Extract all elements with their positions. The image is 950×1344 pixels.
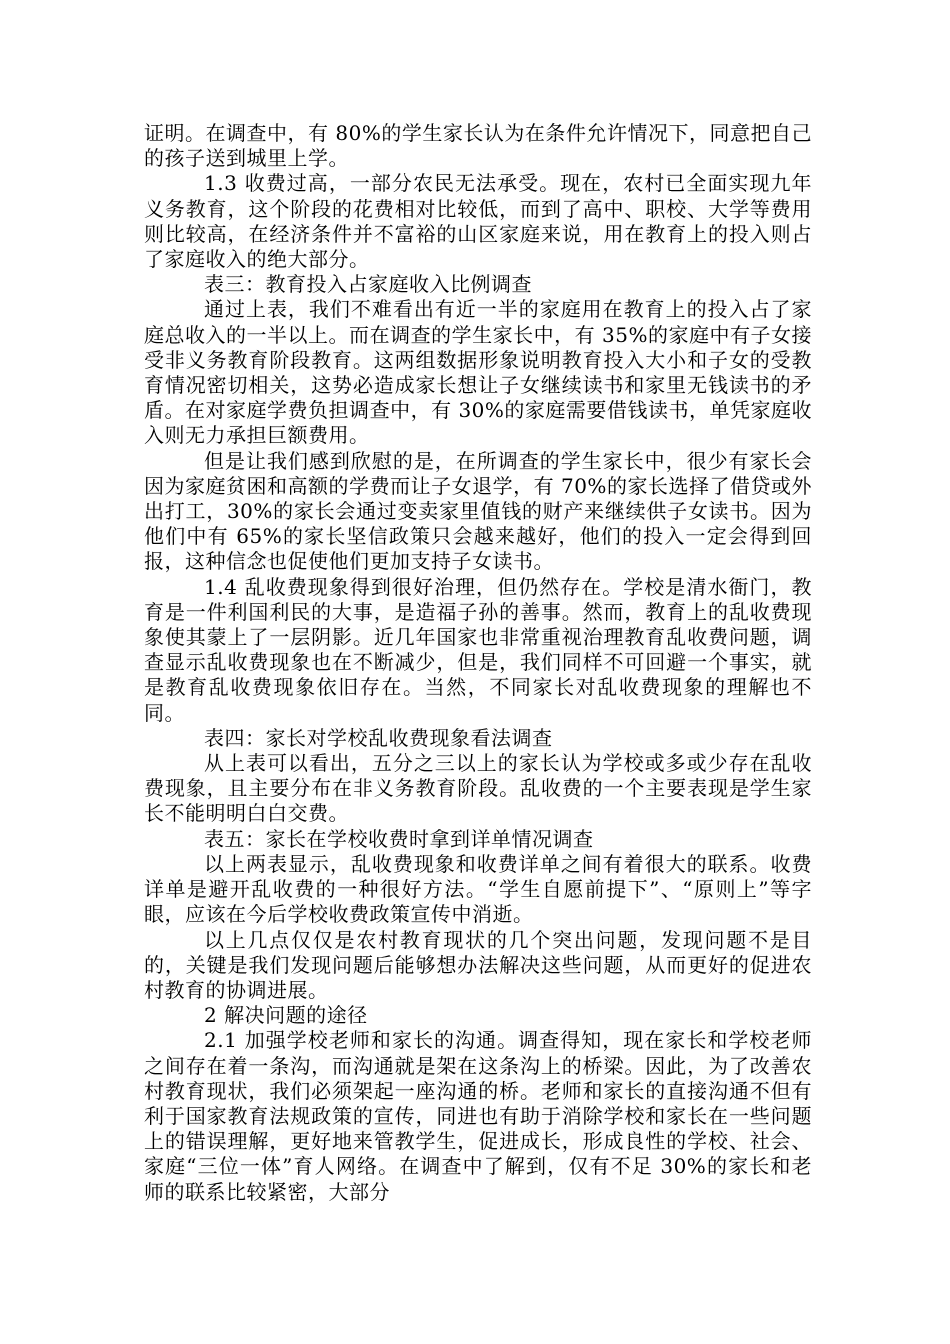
paragraph-section-1-3: 1.3 收费过高，一部分农民无法承受。现在，农村已全面实现九年义务教育，这个阶段的花费相对比较低，而到了高中、职校、大学等费用则比较高，在经济条件并不富裕的山区家庭来说，用在教育上的投入则占了家庭收入的绝大部分。	[144, 171, 812, 272]
document-body	[144, 121, 812, 1205]
paragraph-table-3-analysis: 通过上表，我们不难看出有近一半的家庭用在教育上的投入占了家庭总收入的一半以上。而在调查的学生家长中，有 35%的家庭中有子女接受非义务教育阶段教育。这两组数据形象说明教育投入大小和子女的受教育情况密切相关，这势必造成家长想让子女继续读书和家里无钱读书的矛盾。在对家庭学费负担调查中，有 30%的家庭需要借钱读书，单凭家庭收入则无力承担巨额费用。	[144, 297, 812, 448]
table-caption-5: 表五：家长在学校收费时拿到详单情况调查	[204, 826, 594, 851]
paragraph-encouraging-findings: 但是让我们感到欣慰的是，在所调查的学生家长中，很少有家长会因为家庭贫困和高额的学费而让子女退学，有 70%的家长选择了借贷或外出打工，30%的家长会通过变卖家里值钱的财产来继续供子女读书。因为他们中有 65%的家长坚信政策只会越来越好，他们的投入一定会得到回报，这种信念也促使他们更加支持子女读书。	[144, 448, 812, 574]
section-heading-2: 2 解决问题的途径	[204, 1003, 368, 1028]
paragraph-conclusion: 以上几点仅仅是农村教育现状的几个突出问题，发现问题不是目的，关键是我们发现问题后能够想办法解决这些问题，从而更好的促进农村教育的协调进展。	[144, 927, 812, 1002]
paragraph-tables-summary: 以上两表显示，乱收费现象和收费详单之间有着很大的联系。收费详单是避开乱收费的一种很好方法。“学生自愿前提下”、“原则上”等字眼，应该在今后学校收费政策宣传中消逝。	[144, 851, 812, 927]
table-caption-3: 表三：教育投入占家庭收入比例调查	[204, 272, 532, 297]
paragraph-continuation: 证明。在调查中，有 80%的学生家长认为在条件允许情况下，同意把自己的孩子送到城里上学。	[144, 121, 812, 171]
paragraph-section-2-1: 2.1 加强学校老师和家长的沟通。调查得知，现在家长和学校老师之间存在着一条沟，而沟通就是架在这条沟上的桥梁。因此，为了改善农村教育现状，我们必须架起一座沟通的桥。老师和家长的直接沟通不但有利于国家教育法规政策的宣传，同进也有助于消除学校和家长在一些问题上的错误理解，更好地来管教学生，促进成长，形成良性的学校、社会、家庭“三位一体”育人网络。在调查中了解到，仅有不足 30%的家长和老师的联系比较紧密，大部分	[144, 1028, 812, 1204]
paragraph-table-4-analysis: 从上表可以看出，五分之三以上的家长认为学校或多或少存在乱收费现象，且主要分布在非义务教育阶段。乱收费的一个主要表现是学生家长不能明明白白交费。	[144, 751, 812, 826]
paragraph-section-1-4: 1.4 乱收费现象得到很好治理，但仍然存在。学校是清水衙门，教育是一件利国利民的大事，是造福子孙的善事。然而，教育上的乱收费现象使其蒙上了一层阴影。近几年国家也非常重视治理教育乱收费问题，调查显示乱收费现象也在不断减少，但是，我们同样不可回避一个事实，就是教育乱收费现象依旧存在。当然，不同家长对乱收费现象的理解也不同。	[144, 574, 812, 725]
table-caption-4: 表四：家长对学校乱收费现象看法调查	[204, 725, 553, 750]
